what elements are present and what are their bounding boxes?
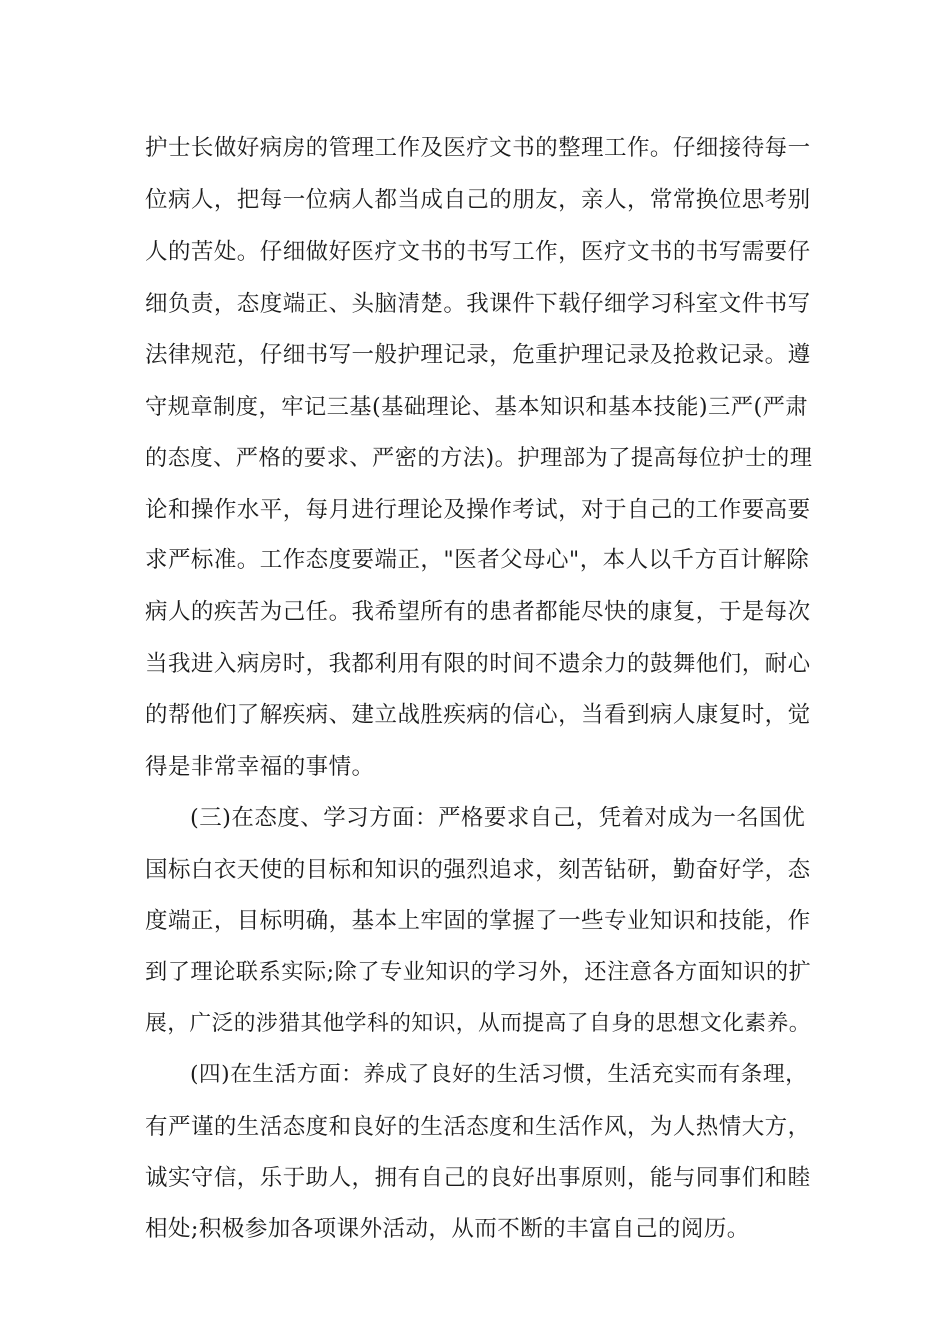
text-line: 诚实守信，乐于助人，拥有自己的良好出事原则，能与同事们和睦 [145, 1165, 811, 1191]
text-line: 位病人，把每一位病人都当成自己的朋友，亲人，常常换位思考别 [145, 187, 811, 213]
text-line: 展，广泛的涉猎其他学科的知识，从而提高了自身的思想文化素养。 [145, 1011, 811, 1036]
paragraph-3-heading-line: (三)在态度、学习方面：严格要求自己，凭着对成为一名国优 [190, 805, 806, 831]
text-line: 的帮他们了解疾病、建立战胜疾病的信心，当看到病人康复时，觉 [145, 702, 811, 728]
text-line: 国标白衣天使的目标和知识的强烈追求，刻苦钻研，勤奋好学，态 [145, 857, 811, 883]
text-line: 到了理论联系实际;除了专业知识的学习外，还注意各方面知识的扩 [145, 959, 812, 985]
text-line: 人的苦处。仔细做好医疗文书的书写工作，医疗文书的书写需要仔 [145, 239, 811, 265]
text-line: 护士长做好病房的管理工作及医疗文书的整理工作。仔细接待每一 [145, 135, 811, 161]
text-line: 度端正，目标明确，基本上牢固的掌握了一些专业知识和技能，作 [145, 908, 811, 934]
text-line: 求严标准。工作态度要端正，"医者父母心"，本人以千方百计解除 [145, 547, 810, 573]
text-line: 守规章制度，牢记三基(基础理论、基本知识和基本技能)三严(严肃 [145, 394, 808, 420]
text-line: 论和操作水平，每月进行理论及操作考试，对于自己的工作要高要 [145, 497, 811, 523]
text-line: 法律规范，仔细书写一般护理记录，危重护理记录及抢救记录。遵 [145, 342, 811, 368]
text-line: 的态度、严格的要求、严密的方法)。护理部为了提高每位护士的理 [145, 445, 813, 471]
text-line: 相处;积极参加各项课外活动，从而不断的丰富自己的阅历。 [145, 1216, 750, 1242]
text-line: 有严谨的生活态度和良好的生活态度和生活作风，为人热情大方， [145, 1114, 811, 1140]
paragraph-4-heading-line: (四)在生活方面：养成了良好的生活习惯，生活充实而有条理， [190, 1062, 808, 1087]
text-line: 得是非常幸福的事情。 [145, 754, 375, 780]
text-line: 当我进入病房时，我都利用有限的时间不遗余力的鼓舞他们，耐心 [145, 651, 811, 677]
text-line: 细负责，态度端正、头脑清楚。我课件下载仔细学习科室文件书写 [145, 291, 811, 317]
text-line: 病人的疾苦为己任。我希望所有的患者都能尽快的康复，于是每次 [145, 599, 811, 625]
